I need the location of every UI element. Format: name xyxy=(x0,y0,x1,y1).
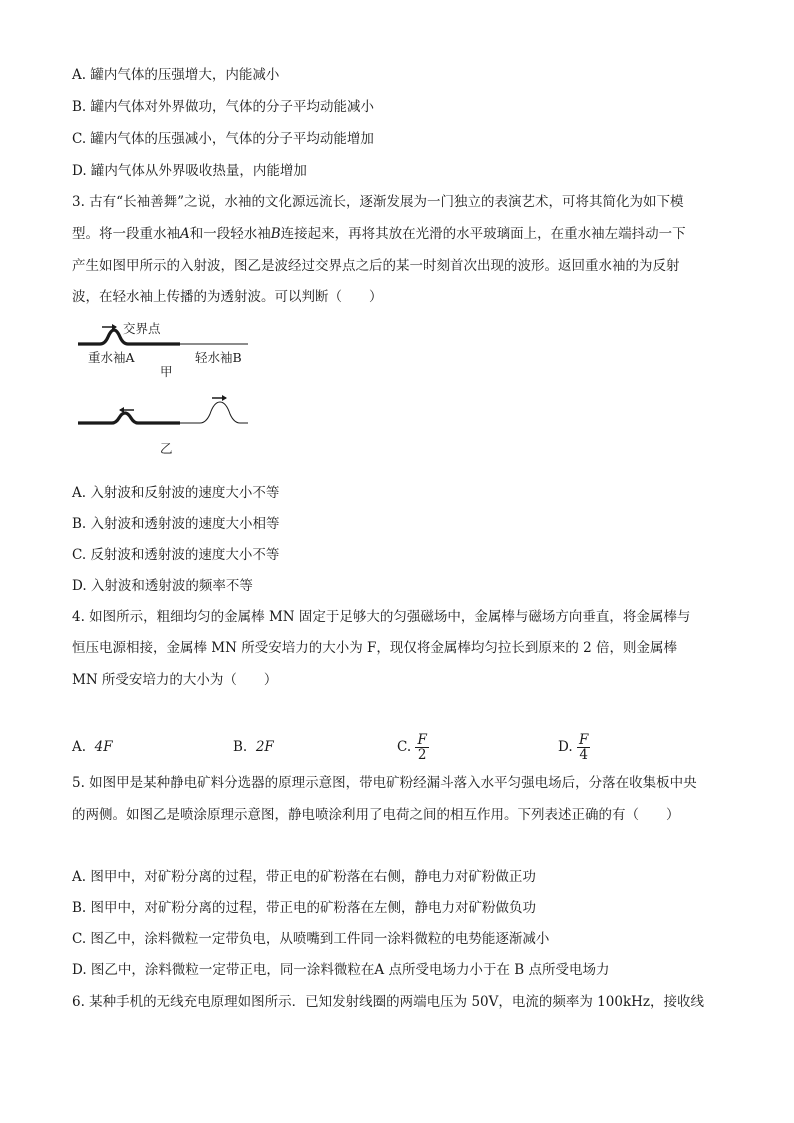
q3-stem-line-1: 3. 古有“长袖善舞”之说，水袖的文化源远流长，逐渐发展为一门独立的表演艺术，可将其简化为如下模 xyxy=(72,194,684,210)
q3-option-a: A. 入射波和反射波的速度大小不等 xyxy=(72,485,280,501)
q5-option-c: C. 图乙中，涂料微粒一定带负电，从喷嘴到工件同一涂料微粒的电势能逐渐减小 xyxy=(72,931,550,947)
q5-stem-line-2: 的两侧。如图乙是喷涂原理示意图，静电喷涂利用了电荷之间的相互作用。下列表述正确的有（ ） xyxy=(72,807,680,823)
q2-option-a: A. 罐内气体的压强增大，内能减小 xyxy=(72,67,280,83)
q3-wave-figure xyxy=(70,318,270,458)
fraction-f-over-2: $\frac{F}{2}$ xyxy=(417,732,427,763)
q3-stem-line-2: 型。将一段重水袖A和一段轻水袖B连接起来，再将其放在光滑的水平玻璃面上，在重水袖左端抖动一下 xyxy=(72,226,686,242)
q2-option-b: B. 罐内气体对外界做功，气体的分子平均动能减小 xyxy=(72,99,375,115)
q2-option-c: C. 罐内气体的压强减小，气体的分子平均动能增加 xyxy=(72,131,374,147)
q4-stem-line-3: MN 所受安培力的大小为（ ） xyxy=(72,672,278,688)
label-yi: 乙 xyxy=(160,441,173,456)
q6-stem-line-1: 6. 某种手机的无线充电原理如图所示．已知发射线圈的两端电压为 50V，电流的频率为 100kHz，接收线 xyxy=(72,994,705,1010)
q2-option-d: D. 罐内气体从外界吸收热量，内能增加 xyxy=(72,163,307,179)
transmitted-wave xyxy=(180,402,248,423)
fraction-f-over-4: $\frac{F}{4}$ xyxy=(578,732,589,763)
label-heavy-sleeve: 重水袖A xyxy=(88,350,135,365)
q3-option-c: C. 反射波和透射波的速度大小不等 xyxy=(72,547,280,563)
q5-option-a: A. 图甲中，对矿粉分离的过程，带正电的矿粉落在右侧，静电力对矿粉做正功 xyxy=(72,869,536,885)
q4-option-c: C. $\frac{F}{2}$ xyxy=(397,732,427,763)
q4-option-d: D. $\frac{F}{4}$ xyxy=(558,732,589,763)
q5-option-d: D. 图乙中，涂料微粒一定带正电，同一涂料微粒在A 点所受电场力小于在 B 点所受电场力 xyxy=(72,962,610,978)
q5-option-b: B. 图甲中，对矿粉分离的过程，带正电的矿粉落在左侧，静电力对矿粉做负功 xyxy=(72,900,537,916)
label-junction: 交界点 xyxy=(123,321,161,336)
q5-stem-line-1: 5. 如图甲是某种静电矿料分选器的原理示意图，带电矿粉经漏斗落入水平匀强电场后，分落在收集板中央 xyxy=(72,775,697,791)
q4-option-a: A. 4F xyxy=(72,739,113,755)
q4-stem-line-2: 恒压电源相接，金属棒 MN 所受安培力的大小为 F，现仅将金属棒均匀拉长到原来的 2 倍，则金属棒 xyxy=(72,640,678,656)
q3-option-d: D. 入射波和透射波的频率不等 xyxy=(72,578,253,594)
label-jia: 甲 xyxy=(160,364,173,379)
reflected-wave xyxy=(78,413,180,423)
q3-stem-line-4: 波，在轻水袖上传播的为透射波。可以判断（ ） xyxy=(72,289,383,305)
q3-option-b: B. 入射波和透射波的速度大小相等 xyxy=(72,516,280,532)
q3-stem-line-3: 产生如图甲所示的入射波，图乙是波经过交界点之后的某一时刻首次出现的波形。返回重水袖的为反射 xyxy=(72,258,680,274)
q4-option-b: B. 2F xyxy=(233,739,274,755)
label-light-sleeve: 轻水袖B xyxy=(195,350,242,365)
q4-stem-line-1: 4. 如图所示，粗细均匀的金属棒 MN 固定于足够大的匀强磁场中，金属棒与磁场方向垂直，将金属棒与 xyxy=(72,609,691,625)
